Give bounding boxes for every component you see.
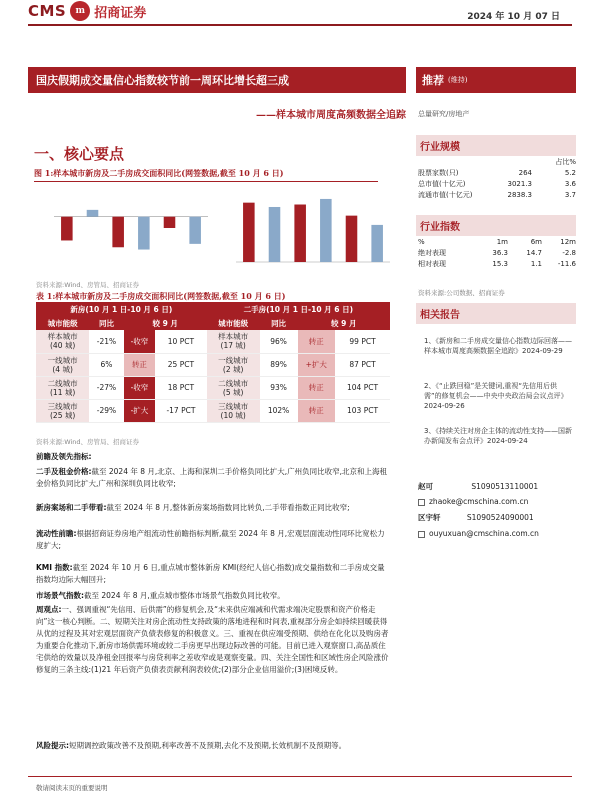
paragraph-lead: 二手及租金价格: <box>36 467 92 476</box>
chart-bar <box>320 199 332 262</box>
analyst-1-email[interactable] <box>418 497 528 506</box>
row-value: 15.3 <box>492 259 508 268</box>
table-cell-s-tag: 转正 <box>298 376 336 399</box>
table-group-header <box>36 302 390 316</box>
paragraph <box>36 740 390 752</box>
row-value: 2838.3 <box>507 190 532 199</box>
paragraph-text: 截至 2024 年 8 月,重点城市整体市场景气指数负同比收窄。 <box>84 591 285 600</box>
table-col-header <box>36 316 390 330</box>
table-cell-s-yoy: 96% <box>260 330 298 353</box>
paragraph <box>36 466 390 490</box>
col-city: 城市能级 <box>207 316 260 330</box>
table-cell-s-city: 一线城市 (2 城) <box>207 353 260 376</box>
row-name: 总市值(十亿元) <box>418 179 466 188</box>
figure-caption: 图 1:样本城市新房及二手房成交面积同比(网签数据,截至 10 月 6 日) <box>34 168 284 178</box>
rating-banner <box>416 67 576 93</box>
paragraph-lead: 流动性前瞻: <box>36 529 77 538</box>
chart-bar <box>371 225 383 262</box>
table-cell-n-city: 样本城市 (40 城) <box>36 330 89 353</box>
table-row <box>36 353 390 376</box>
report-title: 国庆假期成交量信心指数较节前一周环比增长超三成 <box>28 67 406 93</box>
paragraph <box>36 528 390 552</box>
rating-label: 推荐 <box>422 74 444 87</box>
analyst-2 <box>418 512 534 523</box>
paragraph <box>36 604 390 676</box>
industry-label: 总量研究/房地产 <box>418 110 470 118</box>
paragraph-text: 截至 2024 年 10 月 6 日,重点城市整体新房 KMI(经纪人信心指数)成交量指数和二手房成交量指数均边际大幅回升; <box>36 563 385 584</box>
col-yoy: 同比 <box>89 316 123 330</box>
analyst-email[interactable]: ouyuxuan@cmschina.com.cn <box>429 529 539 538</box>
basic-data-header <box>418 156 576 167</box>
basic-data-heading: 行业规模 <box>416 135 576 156</box>
paragraph-text: 截至 2024 年 8 月,北京、上海和深圳二手价格负同比扩大,广州负同比收窄,北京和上海租金价格负同比扩大,广州和深圳负同比收窄; <box>36 467 388 488</box>
table-cell-n-city: 一线城市 (4 城) <box>36 353 89 376</box>
table-cell-n-vs: -17 PCT <box>155 399 207 422</box>
table-cell-s-yoy: 102% <box>260 399 298 422</box>
row-name: 相对表现 <box>418 259 446 268</box>
table-caption: 表 1:样本城市新房及二手房成交面积同比(网签数据,截至 10 月 6 日) <box>36 291 286 301</box>
paragraph-text: 短期调控政策改善不及预期,利率改善不及预期,去化不及预期,长效机制不及预期等。 <box>69 741 347 750</box>
analyst-name: 赵可 <box>418 482 433 491</box>
row-pct: 3.7 <box>564 190 576 199</box>
chart-bar <box>138 217 150 250</box>
table-row <box>36 376 390 399</box>
company-logo <box>28 0 146 22</box>
new-home-chart <box>36 186 214 272</box>
analyst-2-email[interactable] <box>418 529 539 538</box>
row-value: 36.3 <box>492 248 508 257</box>
index-heading: 行业指数 <box>416 215 576 236</box>
col-head: % <box>418 237 425 246</box>
mail-icon <box>418 499 425 506</box>
row-name: 股票家数(只) <box>418 168 459 177</box>
header-divider <box>28 24 572 26</box>
row-pct: 5.2 <box>564 168 576 177</box>
paragraph-lead: 前瞻及领先指标: <box>36 452 92 461</box>
table-cell-n-city: 三线城市 (25 城) <box>36 399 89 422</box>
table-cell-s-vs: 87 PCT <box>335 353 390 376</box>
basic-data-row <box>418 167 576 178</box>
second-home-header: 二手房(10 月 1 日-10 月 6 日) <box>207 302 390 316</box>
paragraph <box>36 562 390 586</box>
col-city: 城市能级 <box>36 316 89 330</box>
col-yoy: 同比 <box>260 316 298 330</box>
table-cell-s-yoy: 93% <box>260 376 298 399</box>
row-value: 14.7 <box>526 248 542 257</box>
table-cell-n-yoy: -21% <box>89 330 123 353</box>
table-cell-s-tag: 转正 <box>298 399 336 422</box>
col-head: 1m <box>496 237 508 246</box>
table-cell-s-vs: 99 PCT <box>335 330 390 353</box>
analyst-email[interactable]: zhaoke@cmschina.com.cn <box>429 497 529 506</box>
row-value: -2.8 <box>562 248 576 257</box>
footer-divider <box>28 776 572 777</box>
paragraph-text: 截至 2024 年 8 月,整体新房案场指数同比转负,二手带看指数正同比收窄; <box>106 503 350 512</box>
side-source: 资料来源:公司数据、招商证券 <box>418 289 505 297</box>
col-head: 12m <box>560 237 576 246</box>
chart-bar <box>243 203 255 262</box>
table-cell-n-yoy: -29% <box>89 399 123 422</box>
chart-bar <box>61 217 73 241</box>
table-cell-s-city: 样本城市 (17 城) <box>207 330 260 353</box>
chart-bar <box>189 217 201 244</box>
second-home-chart <box>218 186 396 272</box>
caption-divider <box>34 181 378 182</box>
footer-note: 敬请阅读末页的重要说明 <box>36 784 108 792</box>
index-header <box>418 236 576 247</box>
basic-data-table <box>418 156 576 200</box>
logo-badge-icon: m <box>70 1 90 21</box>
paragraph <box>36 451 390 463</box>
col-vs: 较 9 月 <box>124 316 207 330</box>
table-row <box>36 399 390 422</box>
paragraph-lead: 风险提示: <box>36 741 69 750</box>
row-value: -11.6 <box>557 259 576 268</box>
yoy-table <box>36 302 390 423</box>
basic-data-row <box>418 178 576 189</box>
row-pct: 3.6 <box>564 179 576 188</box>
index-row <box>418 258 576 269</box>
logo-text-cn: 招商证券 <box>94 5 147 21</box>
mail-icon <box>418 531 425 538</box>
table-cell-n-tag: -扩大 <box>124 399 155 422</box>
paragraph-lead: 新房案场和二手带看: <box>36 503 107 512</box>
figure-source: 资料来源:Wind、房管局、招商证券 <box>36 281 140 289</box>
basic-data-row <box>418 189 576 200</box>
related-heading: 相关报告 <box>416 303 576 324</box>
index-row <box>418 247 576 258</box>
table-cell-n-yoy: -27% <box>89 376 123 399</box>
row-name: 流通市值(十亿元) <box>418 190 473 199</box>
table-cell-n-tag: -收窄 <box>124 330 155 353</box>
chart-bar <box>294 205 306 262</box>
row-value: 1.1 <box>530 259 542 268</box>
table-cell-n-vs: 18 PCT <box>155 376 207 399</box>
row-name: 绝对表现 <box>418 248 446 257</box>
paragraph <box>36 502 390 514</box>
table-cell-n-vs: 10 PCT <box>155 330 207 353</box>
related-report-link[interactable]: 2、《“止跌回稳”是关键词,重视“先信用后供需”的修复机会——中央中央政治局会议点评》2024-09-26 <box>424 382 568 410</box>
analyst-cert: S1090513110001 <box>471 482 539 491</box>
table-cell-s-vs: 103 PCT <box>335 399 390 422</box>
analyst-name: 区宇轩 <box>418 513 441 522</box>
section-title: 一、核心要点 <box>34 145 125 163</box>
table-source: 资料来源:Wind、房管局、招商证券 <box>36 438 140 446</box>
index-table <box>418 236 576 269</box>
row-value: 3021.3 <box>507 179 532 188</box>
chart-bar <box>112 217 124 248</box>
table-cell-s-tag: +扩大 <box>298 353 336 376</box>
paragraph-text: 一、强调重视“先信用、后供需”的修复机会,及“未来供应端减和代需求端决定股票和资产价格走向”这一核心判断。二、短期关注对房企流动性支持政策的落地进程和时间表,重视部分房企如持续回暖获得从优的过程及其对宏观层面资产负债表修复的积极意义。三、重视在供应端受预期、供给在化化以及购房者为重要合化推动下,新房市场供需环境或较二手房更早出现边际改善的可能。目前已进入观察窗口,高品质住宅供给的效量以及净租金回报率与房贷利率之差收窄或是观察变量。四、关注全国性和区域性房企风险涨价修复的三条主线:(1)21 年后资产负债表贡献利润表较优;(2)部分企业信用溢价;(3)困境反转。 <box>36 605 389 674</box>
paragraph-lead: KMI 指数: <box>36 563 73 572</box>
table-cell-s-tag: 转正 <box>298 330 336 353</box>
col-head: 6m <box>530 237 542 246</box>
rating-sub: (维持) <box>448 76 468 84</box>
paragraph <box>36 590 390 602</box>
table-cell-n-city: 二线城市 (11 城) <box>36 376 89 399</box>
table-cell-n-tag: -收窄 <box>124 376 155 399</box>
related-report-link[interactable]: 1、《新房和二手房成交量信心指数边际回落——样本城市周度高频数据全追踪》2024-09-29 <box>424 337 572 355</box>
chart-bar <box>164 217 176 228</box>
table-cell-s-city: 三线城市 (10 城) <box>207 399 260 422</box>
paragraph-lead: 周观点: <box>36 605 62 614</box>
col-vs: 较 9 月 <box>298 316 391 330</box>
chart-bar <box>346 216 358 262</box>
table-cell-s-vs: 104 PCT <box>335 376 390 399</box>
logo-text-en: CMS <box>28 2 67 20</box>
report-subtitle: ——样本城市周度高频数据全追踪 <box>256 110 406 121</box>
related-report-link[interactable]: 3、《持续关注对房企主体的流动性支持——国新办新闻发布会点评》2024-09-24 <box>424 427 572 445</box>
table-cell-s-city: 二线城市 (5 城) <box>207 376 260 399</box>
report-date: 2024 年 10 月 07 日 <box>467 12 560 22</box>
chart-bar <box>87 210 99 217</box>
table-cell-n-yoy: 6% <box>89 353 123 376</box>
table-cell-s-yoy: 89% <box>260 353 298 376</box>
paragraph-lead: 市场景气指数: <box>36 591 84 600</box>
row-value: 264 <box>518 168 532 177</box>
pct-header: 占比% <box>555 157 576 166</box>
table-row <box>36 330 390 353</box>
analyst-1 <box>418 481 538 492</box>
analyst-cert: S1090524090001 <box>466 513 534 522</box>
new-home-header: 新房(10 月 1 日-10 月 6 日) <box>36 302 207 316</box>
paragraph-text: 根据招商证券房地产组流动性前瞻指标判断,截至 2024 年 8 月,宏观层面流动性同环比宽松力度扩大; <box>36 529 385 550</box>
table-cell-n-vs: 25 PCT <box>155 353 207 376</box>
table-cell-n-tag: 转正 <box>124 353 155 376</box>
chart-bar <box>269 207 281 262</box>
